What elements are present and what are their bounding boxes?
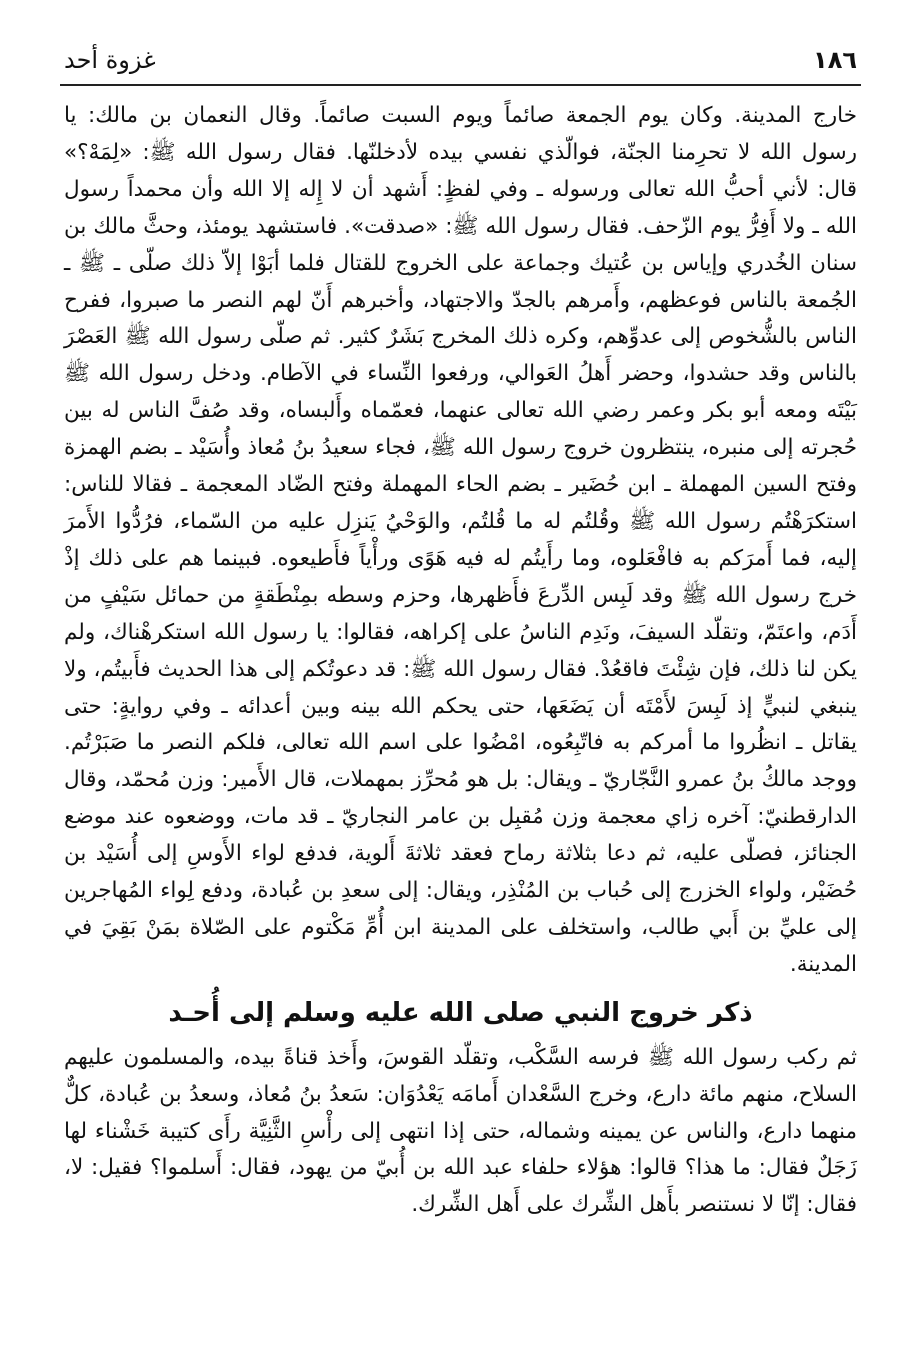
running-title: غزوة أحد xyxy=(64,46,156,74)
body-paragraph: خارج المدينة. وكان يوم الجمعة صائماً ويوم السبت صائماً. وقال النعمان بن مالك: يا رسول الله لا تحرِمنا الجنّة، فوالّذي نفسي بيده لأدخلنّها. فقال رسول الله ﷺ: «لِمَهْ؟» قال: لأني أحبُّ الله تعالى ورسوله ـ وفي لفظٍ: أَشهد أن لا إِله إلا الله وأن محمداً رسول الله ـ ولا أَفِرُّ يوم الزّحف. فقال رسول الله ﷺ: «صدقت». فاستشهد يومئذ، وحثَّ مالك بن سنان الخُدري وإياس بن عُتيك وجماعة على الخروج للقتال فلما أبَوْا إلاّ ذلك صلّى ـ ﷺ ـ الجُمعة بالناس فوعظهم، وأَمرهم بالجدّ والاجتهاد، وأخبرهم أَنّ لهم النصر ما صبروا، ففرح الناس بالشُّخوص إلى عدوِّهم، وكره ذلك المخرج بَشَرٌ كثير. ثم صلّى رسول الله ﷺ العَصْرَ بالناس وقد حشدوا، وحضر أَهلُ العَوالي، ورفعوا النِّساء في الآطام. ودخل رسول الله ﷺ بَيْتَه ومعه أبو بكر وعمر رضي الله تعالى عنهما، فعمّماه وأَلبساه، وقد صُفَّ الناس له بين حُجرته إلى منبره، ينتظرون خروج رسول الله ﷺ، فجاء سعيدُ بنُ مُعاذ وأُسَيْد ـ بضم الهمزة وفتح السين المهملة ـ ابن حُضَير ـ بضم الحاء المهملة وفتح الضّاد المعجمة ـ فقالا للناس: استكرَهْتُم رسول الله ﷺ وقُلتُم له ما قُلتُم، والوَحْيُ يَنزِل عليه من السّماء، فرُدُّوا الأَمرَ إليه، فما أَمرَكم به فافْعَلوه، وما رأَيتُم له فيه هَوًى ورأْياً فأَطيعوه. فبينما هم على ذلك إذْ خرج رسول الله ﷺ وقد لَبِس الدِّرعَ فأَظهرها، وحزم وسطه بمِنْطَقةٍ من حمائل سَيْفٍ من أَدَم، واعتَمّ، وتقلّد السيفَ، ونَدِم الناسُ على إكراهه، فقالوا: يا رسول الله استكرهْناك، ولم يكن لنا ذلك، فإن شِئْتَ فاقعُدْ. فقال رسول الله ﷺ: قد دعوتُكم إلى هذا الحديث فأَبيتُم، ولا ينبغي لنبيٍّ إذ لَبِسَ لأَمْتَه أن يَضَعَها، حتى يحكم الله بينه وبين أعدائه ـ وفي روايةٍ: حتى يقاتل ـ انظُروا ما أمركم به فاتّبِعُوه، امْضُوا على اسم الله تعالى، فلكم النصر ما صَبَرْتُم. ووجد مالكُ بنُ عمرو النَّجّاريّ ـ ويقال: بل هو مُحرِّز بمهملات، قال الأَمير: وزن مُحمّد، وقال الدارقطنيّ: آخره زاي معجمة وزن مُقبِل بن عامر النجاريّ ـ قد مات، ووضعوه عند موضع الجنائز، فصلّى عليه، ثم دعا بثلاثة رماح فعقد ثلاثةَ أَلوية، فدفع لواء الأَوسِ إلى أُسَيْد بن حُضَيْر، ولواء الخزرج إلى حُباب بن المُنْذِر، ويقال: إلى سعدِ بن عُبادة، ودفع لِواء المُهاجرين إلى عليِّ بن أَبي طالب، واستخلف على المدينة ابن أُمِّ مَكْتوم على الصّلاة بمَنْ بَقِيَ في المدينة. xyxy=(64,103,857,977)
page-number: ١٨٦ xyxy=(813,46,857,74)
section-heading: ذكر خروج النبي صلى الله عليه وسلم إلى أُحـد xyxy=(168,997,753,1028)
page-body xyxy=(64,98,857,1224)
body-paragraph: ثم ركب رسول الله ﷺ فرسه السَّكْب، وتقلّد القوسَ، وأَخذ قناةً بيده، والمسلمون عليهم السلاح، منهم مائة دارع، وخرج السَّعْدان أَمامَه يَعْدُوَان: سَعدُ بنُ مُعاذ، وسعدُ بن عُبادة، كلٌّ منهما دارع، والناس عن يمينه وشماله، حتى إذا انتهى إلى رأْسِ الثَّنِيَّة رأَى كتيبة خَشْناء لها زَجَلٌ فقال: ما هذا؟ قالوا: هؤلاء حلفاء عبد الله بن أُبيّ من يهود، فقال: أَسلموا؟ فقيل: لا، فقال: إنّا لا نستنصر بأَهل الشِّرك على أَهل الشِّرك. xyxy=(64,1044,857,1218)
page-header xyxy=(60,44,861,86)
